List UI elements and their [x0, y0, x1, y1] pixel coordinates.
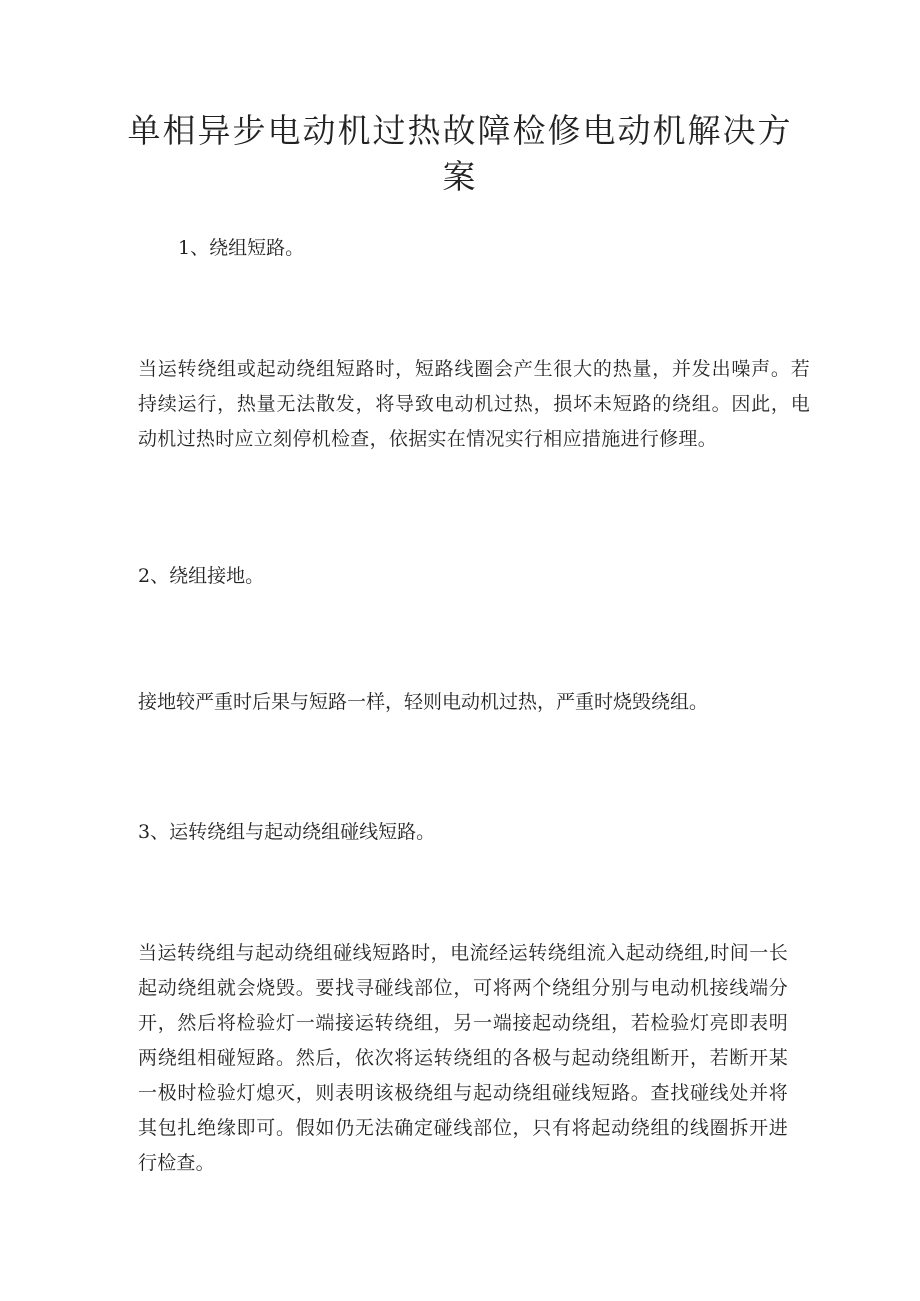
section-3-paragraph: 当运转绕组与起动绕组碰线短路时，电流经运转绕组流入起动绕组,时间一长起动绕组就会烧毁。要找寻碰线部位，可将两个绕组分别与电动机接线端分开，然后将检验灯一端接运转绕组，另一端接起动绕组，若检验灯亮即表明两绕组相碰短路。然后，依次将运转绕组的各极与起动绕组断开，若断开某一极时检验灯熄灭，则表明该极绕组与起动绕组碰线短路。查找碰线处并将其包扎绝缘即可。假如仍无法确定碰线部位，只有将起动绕组的线圈拆开进行检查。	[138, 942, 788, 1174]
section-3-heading: 3、运转绕组与起动绕组碰线短路。	[138, 821, 436, 843]
section-1-paragraph: 当运转绕组或起动绕组短路时，短路线圈会产生很大的热量，并发出噪声。若持续运行，热量无法散发，将导致电动机过热，损坏未短路的绕组。因此，电动机过热时应立刻停机检查，依据实在情况实行相应措施进行修理。	[138, 358, 810, 450]
section-2-heading: 2、绕组接地。	[138, 565, 265, 587]
title-line-2: 案	[442, 157, 478, 196]
section-1-heading: 1、绕组短路。	[178, 237, 305, 259]
section-2-paragraph: 接地较严重时后果与短路一样，轻则电动机过热，严重时烧毁绕组。	[138, 691, 709, 713]
title-line-1: 单相异步电动机过热故障检修电动机解决方	[127, 111, 793, 150]
document-title	[120, 108, 800, 200]
